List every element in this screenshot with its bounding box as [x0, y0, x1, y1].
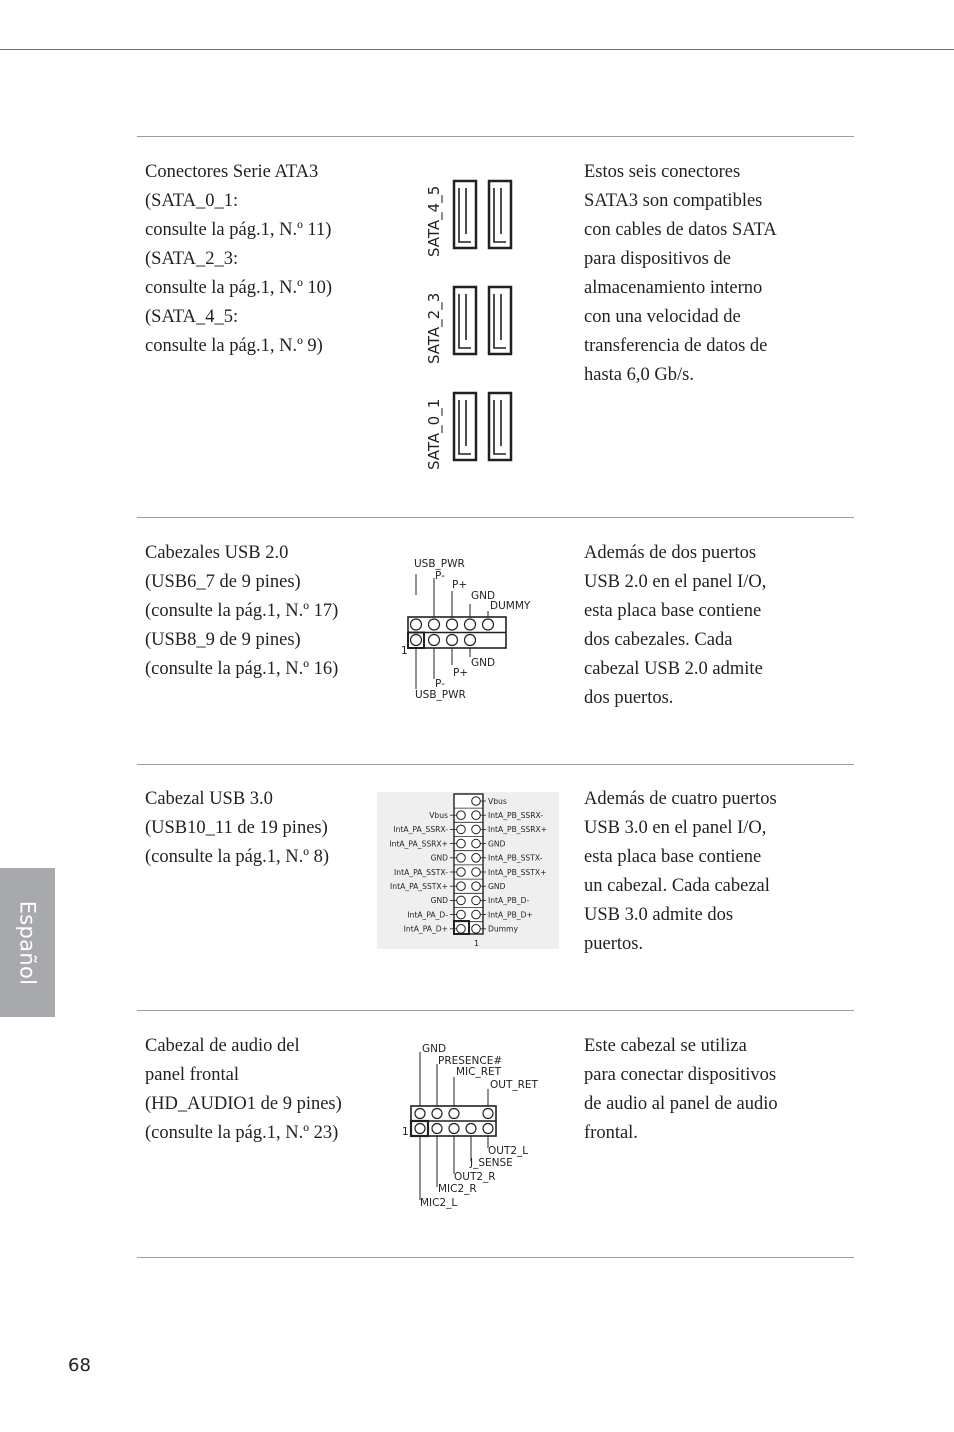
pin-label: GND	[488, 839, 506, 849]
pin-label: IntA_PB_D+	[488, 910, 533, 920]
pin-label: Vbus	[488, 796, 507, 806]
sata-description-right: Estos seis conectores SATA3 son compatibles con cables de datos SATA para dispositivos de almacenamiento interno con una velocidad de transferencia de datos de hasta 6,0 Gb/s.	[584, 162, 777, 385]
audio-description-right: Este cabezal se utiliza para conectar dispositivos de audio al panel de audio frontal.	[584, 1036, 778, 1143]
pin-label: USB_PWR	[414, 558, 465, 570]
pin-label: Dummy	[488, 924, 518, 934]
usb2-description-left: Cabezales USB 2.0 (USB6_7 de 9 pines) (consulte la pág.1, N.º 17) (USB8_9 de 9 pines) (consulte la pág.1, N.º 16)	[145, 543, 339, 679]
pin-label: Vbus	[429, 811, 448, 820]
pin-label: DUMMY	[490, 600, 531, 612]
pin-label: J_SENSE	[470, 1157, 513, 1169]
pin-label: IntA_PA_D+	[403, 924, 448, 934]
section-divider	[137, 517, 854, 518]
pin-label: P-	[435, 678, 445, 690]
pin-label: P+	[452, 579, 468, 591]
pin-label: IntA_PA_SSRX-	[393, 825, 448, 835]
usb3-description-right: Además de cuatro puertos USB 3.0 en el panel I/O, esta placa base contiene un cabezal. Cada cabezal USB 3.0 admite dos puertos.	[584, 789, 777, 954]
usb3-header-diagram	[377, 792, 559, 949]
pin-label: MIC2_R	[438, 1183, 477, 1195]
pin-label: GND	[471, 590, 496, 602]
pin-label: P+	[453, 667, 469, 679]
sata-label: SATA_2_3	[425, 292, 443, 364]
section-divider	[137, 1010, 854, 1011]
pin-label: IntA_PA_SSTX-	[394, 867, 448, 877]
pin-label: GND	[430, 896, 448, 906]
pin-label: IntA_PA_SSTX+	[390, 882, 448, 891]
pin-label: OUT2_R	[454, 1171, 496, 1183]
pin-label: 1	[401, 645, 408, 657]
audio-header-diagram	[400, 1040, 550, 1212]
pin-label: IntA_PB_D-	[488, 896, 530, 906]
page-number: 68	[68, 1355, 91, 1376]
pin-label: IntA_PB_SSRX+	[488, 825, 548, 835]
pin-label: 1	[402, 1126, 409, 1138]
pin-label: IntA_PA_SSRX+	[389, 839, 448, 849]
section-divider	[137, 764, 854, 765]
pin-label: MIC2_L	[420, 1197, 458, 1209]
header-rule	[0, 49, 954, 50]
sata-label: SATA_0_1	[425, 398, 443, 470]
pin-label: IntA_PB_SSTX+	[488, 867, 547, 877]
pin-label: GND	[488, 882, 506, 891]
pin-label: IntA_PB_SSRX-	[488, 811, 544, 820]
sata-description-left: Conectores Serie ATA3 (SATA_0_1: consulte la pág.1, N.º 11) (SATA_2_3: consulte la pág.1, N.º 10) (SATA_4_5: consulte la pág.1, N.º 9)	[145, 162, 333, 356]
pin-label: P-	[435, 570, 445, 582]
audio-description-left: Cabezal de audio del panel frontal (HD_AUDIO1 de 9 pines) (consulte la pág.1, N.º 23)	[145, 1036, 342, 1143]
pin-label: OUT_RET	[490, 1079, 538, 1091]
sata-label: SATA_4_5	[425, 185, 443, 257]
pin-label: OUT2_L	[488, 1145, 529, 1157]
pin-label: IntA_PB_SSTX-	[488, 853, 543, 863]
pin-label: GND	[422, 1043, 447, 1055]
usb2-description-right: Además de dos puertos USB 2.0 en el panel I/O, esta placa base contiene dos cabezales. Cada cabezal USB 2.0 admite dos puertos.	[584, 543, 767, 708]
section-divider	[137, 136, 854, 137]
pin-label: 1	[474, 939, 480, 948]
pin-label: PRESENCE#	[438, 1055, 503, 1067]
pin-label: MIC_RET	[456, 1066, 502, 1078]
section-divider	[137, 1257, 854, 1258]
language-tab-label: Español	[15, 900, 40, 985]
pin-label: GND	[471, 657, 496, 669]
pin-label: USB_PWR	[415, 689, 466, 701]
usb2-header-diagram	[398, 553, 548, 703]
usb3-description-left: Cabezal USB 3.0 (USB10_11 de 19 pines) (consulte la pág.1, N.º 8)	[145, 789, 330, 867]
language-tab	[0, 868, 55, 1017]
pin-label: IntA_PA_D-	[407, 910, 448, 920]
pin-label: GND	[430, 853, 448, 863]
sata-connectors-diagram	[415, 172, 525, 472]
